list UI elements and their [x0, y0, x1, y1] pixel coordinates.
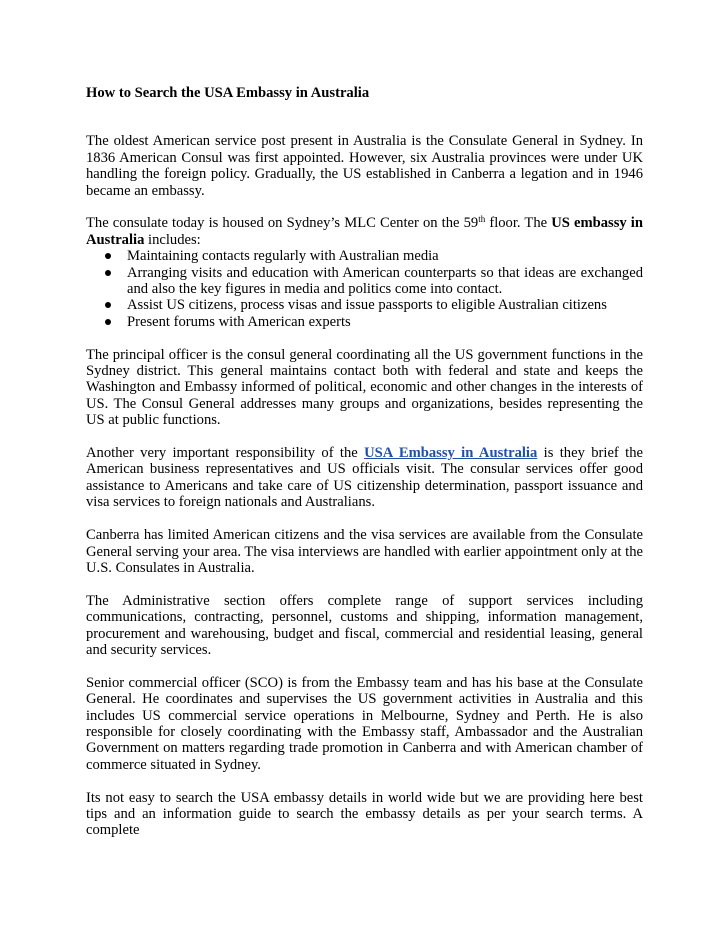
paragraph-commercial-officer: Senior commercial officer (SCO) is from the Embassy team and has his base at the Consulate General. He coordinates and supervises the US government activities in Australia and this includes US commercial service operations in Melbourne, Sydney and Perth. He is also responsible for closely coordinating with the Embassy staff, Ambassador and the Australian Government on matters regarding trade promotion in Canberra and with American chamber of commerce situated in Sydney. — [86, 674, 643, 773]
paragraph-canberra: Canberra has limited American citizens and the visa services are available from the Consulate General serving your area. The visa interviews are handled with earlier appointment only at the U.S. Consulates in Australia. — [86, 527, 643, 576]
floor-text: floor. The — [485, 215, 552, 232]
paragraph-principal-officer: The principal officer is the consul general coordinating all the US government functions in the Sydney district. This general maintains contact both with federal and state and keeps the Washington and Embassy informed of political, economic and other changes in the interests of US. The Consul General addresses many groups and organizations, besides representing the US at public functions. — [86, 346, 643, 429]
paragraph-search-guide: Its not easy to search the USA embassy details in world wide but we are providing here best tips and an information guide to search the embassy details as per your search terms. A complete — [86, 789, 643, 839]
list-item-text: Arranging visits and education with American counterparts so that ideas are exchanged and also the key figures in media and politics come into contact. — [127, 264, 643, 298]
list-item-text: Maintaining contacts regularly with Australian media — [127, 248, 439, 265]
bullet-icon — [105, 270, 111, 276]
paragraph-responsibility — [86, 445, 643, 511]
usa-embassy-link[interactable]: USA Embassy in Australia — [364, 445, 538, 462]
bullet-icon — [105, 253, 111, 259]
list-item-text: Present forums with American experts — [127, 313, 351, 330]
document-title: How to Search the USA Embassy in Australia — [86, 85, 370, 101]
list-item-text: Assist US citizens, process visas and issue passports to eligible Australian citizens — [127, 297, 607, 314]
paragraph-consulate-intro — [86, 215, 643, 248]
list-item — [86, 297, 643, 313]
includes-text: includes: — [144, 231, 201, 248]
consulate-intro-text: The consulate today is housed on Sydney’s MLC Center on the 59 — [86, 215, 479, 232]
list-item — [86, 248, 643, 264]
ordinal-suffix: th — [478, 214, 486, 225]
list-item — [86, 314, 643, 330]
us-embassy-emphasis: US embassy in Australia — [86, 215, 643, 248]
list-item — [86, 265, 643, 298]
responsibility-rest: is they brief the American business representatives and US officials visit. The consular services offer good assistance to Americans and take care of US citizenship determination, passport issuance and visa services to foreign nationals and Australians. — [86, 445, 643, 511]
paragraph-administrative: The Administrative section offers complete range of support services including communications, contracting, personnel, customs and shipping, information management, procurement and warehousing, budget and fiscal, commercial and residential leasing, general and security services. — [86, 592, 643, 658]
responsibility-text: Another very important responsibility of the — [86, 445, 365, 462]
bullet-icon — [105, 302, 111, 308]
document-page — [86, 85, 643, 855]
embassy-functions-list — [86, 248, 643, 330]
bullet-icon — [105, 319, 111, 325]
paragraph-history: The oldest American service post present in Australia is the Consulate General in Sydney. In 1836 American Consul was first appointed. However, six Australia provinces were under UK handling the foreign policy. Gradually, the US established in Canberra a legation and in 1946 became an embassy. — [86, 133, 643, 199]
